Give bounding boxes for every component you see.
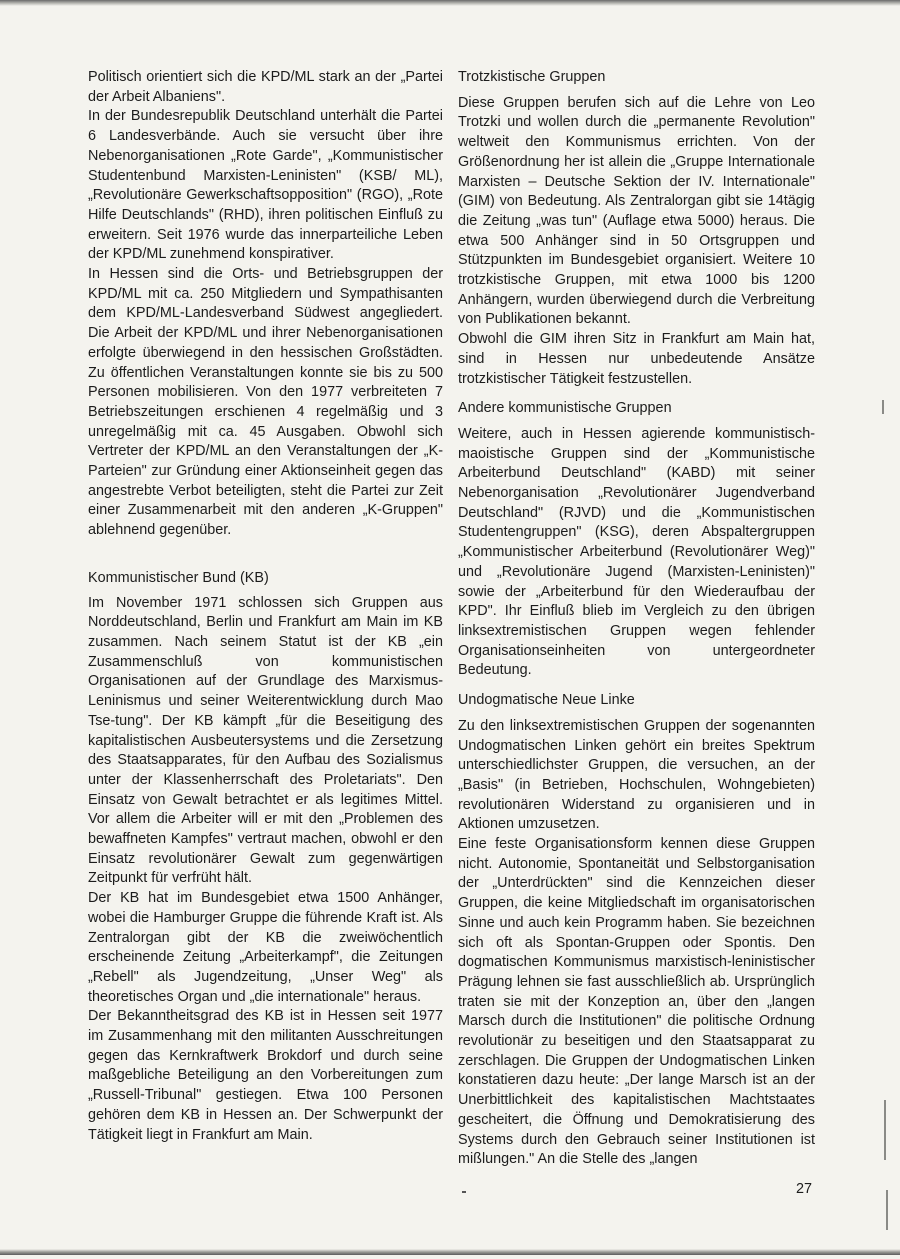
scan-edge-top (0, 0, 900, 6)
paragraph: Der KB hat im Bundesgebiet etwa 1500 Anhänger, wobei die Hamburger Gruppe die führende Kraft ist. Als Zentralorgan gibt der KB die zweiwöchentlich erscheinende Zeitung „Arbeiterkampf", die Zeitungen „Rebell" als Jugendzeitung, „Unser Weg" als theoretisches Organ und „die internationale" heraus. (88, 890, 443, 1005)
paragraph: Weitere, auch in Hessen agierende kommunistisch-maoistische Gruppen sind der „Kommunistische Arbeiterbund Deutschland" (KABD) mit seiner Nebenorganisation „Revolutionärer Jugendverband Deutschland" (RJVD) und die „Kommunistischen Studentengruppen" (KSG), deren Abspaltergruppen „Kommunistischer Arbeiterbund (Revolutionärer Weg)" und „Revolutionäre Jugend (Marxisten-Leninisten)" sowie der „Arbeiterbund für den Wiederaufbau der KPD". Ihr Einfluß blieb im Vergleich zu den übrigen linksextremistischen Gruppen wegen fehlender Organisationseinheiten von untergeordneter Bedeutung. (458, 425, 815, 679)
section-heading-newleft: Undogmatische Neue Linke (458, 692, 635, 709)
scan-edge-mark (882, 400, 884, 414)
paragraph: Politisch orientiert sich die KPD/ML stark an der „Partei der Arbeit Albaniens". (88, 69, 443, 105)
paragraph: Der Bekanntheitsgrad des KB ist in Hessen seit 1977 im Zusammenhang mit den militanten Ausschreitungen gegen das Kernkraftwerk Brokdorf und durch seine maßgebliche Beteiligung an den Vorbereitungen zum „Russell-Tribunal" gestiegen. Etwa 100 Personen gehören dem KB in Hessen an. Der Schwerpunkt der Tätigkeit liegt in Frankfurt am Main. (88, 1008, 443, 1143)
scan-speck (462, 1191, 466, 1193)
section-spacer (458, 681, 815, 691)
section-heading-kb: Kommunistischer Bund (KB) (88, 569, 269, 586)
section-heading-trotzkist: Trotzkistische Gruppen (458, 69, 606, 85)
page-number: 27 (796, 1181, 813, 1197)
section-spacer (458, 389, 815, 399)
paragraph: Im November 1971 schlossen sich Gruppen aus Norddeutschland, Berlin und Frankfurt am Main im KB zusammen. Nach seinem Statut ist der KB „ein Zusammenschluß von kommunistischen Organisationen auf der Grundlage des Marxismus-Leninismus und seiner Weiterentwicklung durch Mao Tse-tung". Der KB kämpft „für die Beseitigung des kapitalistischen Ausbeutersystems und die Zersetzung des Staatsapparates, für den Aufbau des Sozialismus unter der Klassenherrschaft des Proletariats". Den Einsatz von Gewalt betrachtet er als legitimes Mittel. Vor allem die Arbeiter will er mit den „Problemen des bewaffneten Kampfes" vertraut machen, obwohl er den Einsatz revolutionärer Gewalt zum gegenwärtigen Zeitpunkt für verfrüht hält. (88, 594, 443, 887)
paragraph: Obwohl die GIM ihren Sitz in Frankfurt am Main hat, sind in Hessen nur unbedeutende Ansätze trotzkistischer Tätigkeit festzustellen. (458, 331, 815, 387)
paragraph: Eine feste Organisationsform kennen diese Gruppen nicht. Autonomie, Spontaneität und Selbstorganisation der „Unterdrückten" sind die Kennzeichen dieser Gruppen, die keine Mitgliedschaft im organisatorischen Sinne und auch kein Programm haben. Sie bezeichnen sich oft als Spontan-Gruppen oder Spontis. Den dogmatischen Kommunismus marxistisch-leninistischer Prägung lehnen sie fast ausschließlich ab. Ursprünglich traten sie mit der Konzeption an, über den „langen Marsch durch die Institutionen" die politische Ordnung revolutionär zu beseitigen und den Staatsapparat zu zerschlagen. Die Gruppen der Undogmatischen Linken konstatieren dazu heute: „Der lange Marsch ist an der Unerbittlichkeit des kapitalistischen Machtstaates gescheitert, die Öffnung und Demokratisierung des Systems durch den Gebrauch seiner Institutionen ist mißlungen." An die Stelle des „langen (458, 836, 815, 1168)
paragraph: Zu den linksextremistischen Gruppen der sogenannten Undogmatischen Linken gehört ein breites Spektrum unterschiedlichster Gruppen, die versuchen, an der „Basis" (in Betrieben, Hochschulen, Wohngebieten) revolutionären Widerstand zu organisieren und in Aktionen umzusetzen. (458, 717, 815, 833)
scan-edge-mark (884, 1100, 886, 1160)
paragraph: Diese Gruppen berufen sich auf die Lehre von Leo Trotzki und wollen durch die „permanente Revolution" weltweit den Kommunismus errichten. Von der Größenordnung her ist allein die „Gruppe Internationale Marxisten – Deutsche Sektion der IV. Internationale" (GIM) von Bedeutung. Als Zentralorgan gibt sie 14tägig die Zeitung „was tun" (Auflage etwa 5000) heraus. Die etwa 500 Anhänger sind in 50 Ortsgruppen und Stützpunkten im Bundesgebiet organisiert. Weitere 10 trotzkistische Gruppen, mit etwa 1000 bis 1200 Anhängern, wurden überwiegend durch die Verbreitung von Publikationen bekannt. (458, 94, 815, 328)
right-column (458, 68, 815, 1170)
section-heading-other: Andere kommunistische Gruppen (458, 400, 672, 417)
paragraph: In der Bundesrepublik Deutschland unterhält die Partei 6 Landesverbände. Auch sie versucht über ihre Nebenorganisationen „Rote Garde", „Kommunistischer Studentenbund Marxisten-Leninisten" (KSB/ ML), „Revolutionäre Gewerkschaftsopposition" (RGO), „Rote Hilfe Deutschlands" (RHD), ihren politischen Einfluß zu erweitern. Seit 1976 wurde das innerparteiliche Leben der KPD/ML zunehmend konspirativer. (88, 108, 443, 263)
scan-edge-mark (886, 1190, 888, 1230)
left-column (88, 68, 443, 1145)
section-spacer (88, 541, 443, 569)
paragraph: In Hessen sind die Orts- und Betriebsgruppen der KPD/ML mit ca. 250 Mitgliedern und Sympathisanten dem KPD/ML-Landesverband Südwest angegliedert. Die Arbeit der KPD/ML und ihrer Nebenorganisationen erfolgte überwiegend in den hessischen Großstädten. Zu öffentlichen Veranstaltungen konnte sie bis zu 500 Personen mobilisieren. Von den 1977 verbreiteten 7 Betriebszeitungen erschienen 4 regelmäßig und 3 unregelmäßig mit ca. 45 Ausgaben. Obwohl sich Vertreter der KPD/ML an den Veranstaltungen der „K-Parteien" zur Gründung einer Aktionseinheit gegen das angestrebte Verbot beteiligten, steht die Partei zur Zeit einer Zusammenarbeit mit den anderen „K-Gruppen" ablehnend gegenüber. (88, 266, 443, 539)
scan-edge-bottom (0, 1249, 900, 1255)
